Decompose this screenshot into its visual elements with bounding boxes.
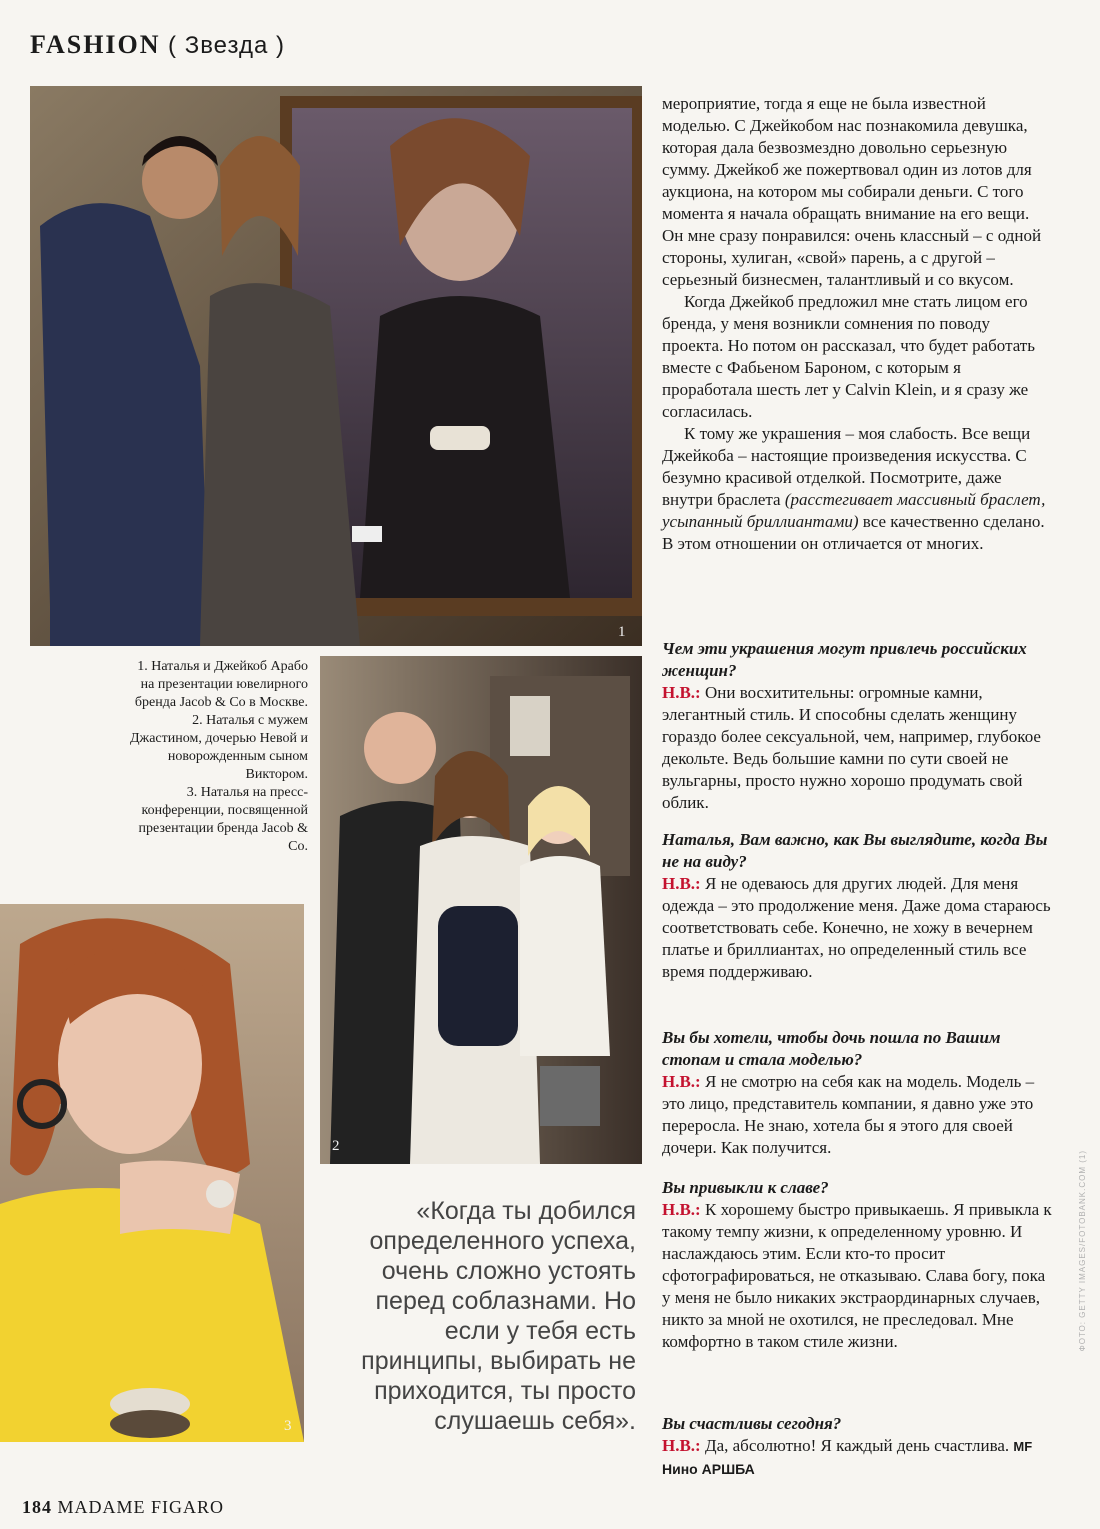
photo-2-image (320, 656, 642, 1164)
page-number: 184 (22, 1497, 52, 1517)
caption-3: 3. Наталья на пресс-конференции, посвященной презентации бренда Jacob & Co. (138, 785, 308, 854)
caption-1: 1. Наталья и Джейкоб Арабо на презентации ювелирного бренда Jacob & Co в Москве. (134, 659, 308, 710)
answer-label: Н.В.: (662, 874, 701, 893)
qa-block-2 (662, 829, 1054, 983)
question: Вы привыкли к славе? (662, 1178, 829, 1197)
page-footer (22, 1497, 224, 1518)
qa-block-4 (662, 1177, 1054, 1353)
photo-2-number: 2 (332, 1138, 340, 1154)
answer (662, 1435, 1054, 1480)
question: Вы счастливы сегодня? (662, 1414, 842, 1433)
answer (662, 1071, 1054, 1159)
article-intro (662, 93, 1054, 555)
caption-2: 2. Наталья с мужем Джастином, дочерью Невой и новорожденным сыном Виктором. (129, 713, 308, 782)
intro-paragraph-3-italic: (расстегивает массивный браслет, усыпанный бриллиантами) (662, 490, 1046, 531)
photo-captions (128, 658, 308, 856)
question: Чем эти украшения могут привлечь российских женщин? (662, 639, 1027, 680)
photo-1-image (30, 86, 642, 646)
photo-2 (320, 656, 642, 1164)
answer-label: Н.В.: (662, 1072, 701, 1091)
photo-1 (30, 86, 642, 646)
answer (662, 682, 1054, 814)
pull-quote: «Когда ты добился определенного успеха, очень сложно устоять перед соблазнами. Но если у тебя есть принципы, выбирать не приходится, ты просто слушаешь себя». (361, 1197, 636, 1435)
answer-text: Я не одеваюсь для других людей. Для меня одежда – это продолжение меня. Даже дома стараюсь соответствовать себе. Конечно, не хожу в вечернем платье и бриллиантах, но определенный стиль все время поддерживаю. (662, 874, 1051, 981)
intro-paragraph-3 (662, 423, 1054, 555)
question: Вы бы хотели, чтобы дочь пошла по Вашим стопам и стала моделью? (662, 1028, 1001, 1069)
answer (662, 1199, 1054, 1353)
photo-3 (0, 904, 304, 1442)
answer-text: Они восхитительны: огромные камни, элегантный стиль. И способны сделать женщину гораздо более сексуальной, чем, например, глубокое декольте. Ведь большие камни по сути своей не вульгарны, просто нужно хорошо продумать свой облик. (662, 683, 1041, 812)
intro-paragraph-3-text-a: К тому же украшения – моя слабость. Все вещи Джейкоба – настоящие произведения искусства. С безумно красивой отделкой. Посмотрите, даже внутри браслета (662, 424, 1031, 509)
photo-credit: ФОТО: GETTY IMAGES/FOTOBANK.COM (1) (1078, 1150, 1087, 1352)
intro-paragraph-2: Когда Джейкоб предложил мне стать лицом его бренда, у меня возникли сомнения по поводу проекта. Но потом он рассказал, что будет работать вместе с Фабьеном Бароном, с которым я проработала шесть лет у Calvin Klein, и я сразу же согласилась. (662, 292, 1035, 421)
qa-block-5 (662, 1413, 1054, 1480)
photo-3-image (0, 904, 304, 1442)
intro-paragraph-3-text-b: все качественно сделано. В этом отношении он отличается от многих. (662, 512, 1045, 553)
qa-block-3 (662, 1027, 1054, 1159)
answer-text: К хорошему быстро привыкаешь. Я привыкла к такому темпу жизни, к определенному уровню. И наслаждаюсь этим. Если кто-то просит сфотографироваться, не отказываю. Слава богу, пока у меня не было никаких экстраординарных случаев, никто за мной не охотился, не преследовал. Мне комфортно в таком стиле жизни. (662, 1200, 1052, 1351)
answer (662, 873, 1054, 983)
answer-label: Н.В.: (662, 683, 701, 702)
signature-mf: MF (1013, 1439, 1033, 1454)
photo-3-number: 3 (284, 1418, 292, 1434)
section-title: FASHION (30, 30, 161, 59)
qa-block-1 (662, 638, 1054, 814)
subsection-title: ( Звезда ) (168, 32, 285, 59)
page-header (30, 30, 285, 60)
photo-1-number: 1 (618, 624, 626, 640)
answer-text: Да, абсолютно! Я каждый день счастлива. (704, 1436, 1010, 1455)
answer-label: Н.В.: (662, 1436, 701, 1455)
magazine-name: MADAME FIGARO (57, 1497, 225, 1517)
answer-text: Я не смотрю на себя как на модель. Модель – это лицо, представитель компании, я давно уже это переросла. Не знаю, хотела бы я этого для своей дочери. Как получится. (662, 1072, 1035, 1157)
question: Наталья, Вам важно, как Вы выглядите, когда Вы не на виду? (662, 830, 1048, 871)
signature-author: Нино АРШБА (662, 1461, 755, 1477)
answer-label: Н.В.: (662, 1200, 701, 1219)
intro-paragraph-1: мероприятие, тогда я еще не была известной моделью. С Джейкобом нас познакомила девушка, которая дала безвозмездно довольно серьезную сумму. Джейкоб же пожертвовал один из лотов для аукциона, на котором мы собирали деньги. С того момента я начала обращать внимание на его вещи. Он мне сразу понравился: очень классный – с одной стороны, хулиган, «свой» парень, а с другой – серьезный бизнесмен, талантливый и со вкусом. (662, 94, 1042, 289)
